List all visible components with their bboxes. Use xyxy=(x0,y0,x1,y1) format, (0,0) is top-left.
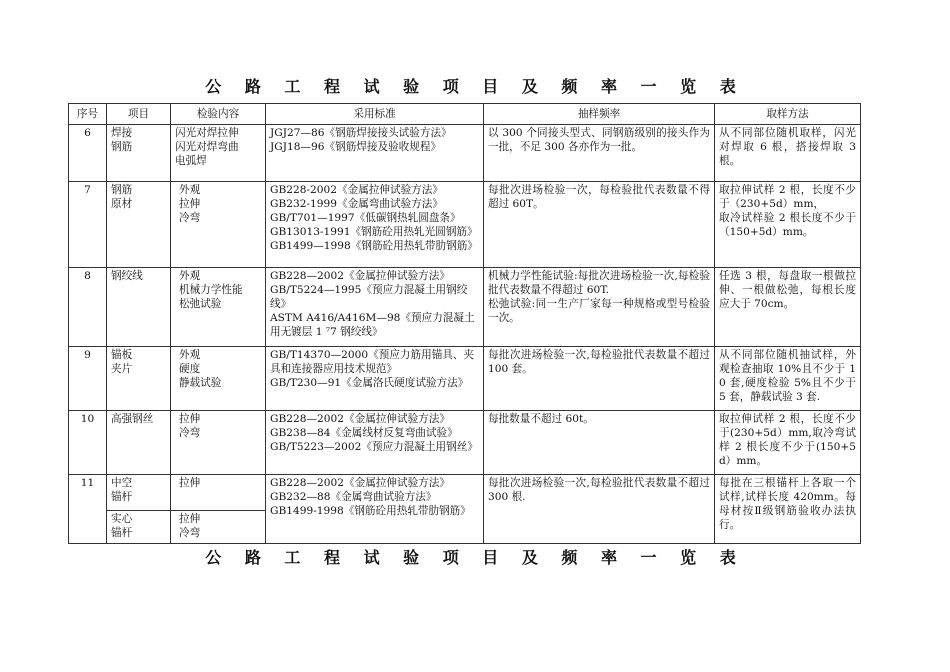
standard-line: GB/T701—1997《低碳钢热轧圆盘条》 xyxy=(270,212,461,224)
item-line: 锚杆 xyxy=(111,527,133,539)
standard-line: GB228—2002《金属拉伸试验方法》 xyxy=(270,477,450,489)
frequency-line: 机械力学性能试验:每批次进场检验一次,每检验批代表数量不得超过 60T. xyxy=(488,270,710,296)
test-frequency-table xyxy=(68,103,861,544)
row-frequency: 以 300 个同接头型式、同钢筋级别的接头作为一批，不足 300 各亦作为一批。 xyxy=(484,125,715,182)
content-line: 冷弯 xyxy=(179,212,201,224)
row-content xyxy=(171,347,266,411)
row-item xyxy=(107,411,171,475)
row-sampling xyxy=(715,182,861,268)
standard-line: GB228—2002《金属拉伸试验方法》 xyxy=(270,270,450,282)
row-content xyxy=(171,268,266,347)
item-line: 钢筋 xyxy=(111,184,133,196)
row-content xyxy=(171,182,266,268)
header-content: 检验内容 xyxy=(171,104,266,125)
row-frequency: 每批数量不超过 60t。 xyxy=(484,411,715,475)
row-sampling: 从不同部位随机取样，闪光对焊取 6 根，搭接焊取 3 根。 xyxy=(715,125,861,182)
standard-line: ASTM A416/A416M—98《预应力混凝土用无镀层 1 ⁷7 钢绞线》 xyxy=(270,312,475,338)
row-content xyxy=(171,475,266,511)
content-line: 外观 xyxy=(179,349,201,361)
row-item xyxy=(107,268,171,347)
row-frequency: 每批次进场检验一次,每检验批代表数量不超过 100 套。 xyxy=(484,347,715,411)
row-seq: 10 xyxy=(69,411,107,475)
sampling-line: 取冷试样验 2 根长度不少于（150+5d）mm。 xyxy=(719,212,856,238)
table-header-row xyxy=(69,104,861,125)
standard-line: GB228—2002《金属拉伸试验方法》 xyxy=(270,413,450,425)
standard-line: GB/T230—91《金属洛氏硬度试验方法》 xyxy=(270,377,469,389)
standard-line: GB238—84《金属线材反复弯曲试验》 xyxy=(270,427,458,439)
row-frequency xyxy=(484,268,715,347)
table-row xyxy=(69,475,861,511)
content-line: 拉伸 xyxy=(179,198,201,210)
row-item xyxy=(107,511,171,544)
header-standard: 采用标准 xyxy=(266,104,484,125)
row-standards xyxy=(266,268,484,347)
row-standards xyxy=(266,182,484,268)
row-item xyxy=(107,475,171,511)
content-line: 拉伸 xyxy=(179,413,201,425)
row-content xyxy=(171,125,266,182)
item-line: 中空 xyxy=(111,477,133,489)
header-frequency: 抽样频率 xyxy=(484,104,715,125)
standard-line: GB1499—1998《钢筋砼用热轧带肋钢筋》 xyxy=(270,240,478,252)
content-line: 静载试验 xyxy=(179,377,222,389)
header-item: 项目 xyxy=(107,104,171,125)
standard-line: JGJ27—86《钢筋焊接接头试验方法》 xyxy=(270,127,452,139)
row-frequency: 每批次进场检验一次，每检验批代表数量不得超过 60T。 xyxy=(484,182,715,268)
table-row xyxy=(69,125,861,182)
content-line: 闪光对焊拉伸 xyxy=(175,127,239,139)
item-line: 锚杆 xyxy=(111,491,133,503)
standard-line: GB1499-1998《钢筋砼用热轧带肋钢筋》 xyxy=(270,505,471,517)
content-line: 冷弯 xyxy=(179,427,201,439)
item-line: 原材 xyxy=(111,198,133,210)
row-sampling: 任选 3 根，每盘取一根做拉伸、一根做松弛，每根长度应大于 70cm。 xyxy=(715,268,861,347)
frequency-line: 松弛试验:同一生产厂家每一种规格或型号检验一次。 xyxy=(488,298,710,324)
row-seq: 8 xyxy=(69,268,107,347)
row-seq: 9 xyxy=(69,347,107,411)
content-line: 拉伸 xyxy=(179,513,201,525)
table-row xyxy=(69,411,861,475)
page-title: 公 路 工 程 试 验 项 目 及 频 率 一 览 表 xyxy=(205,77,745,96)
row-seq: 6 xyxy=(69,125,107,182)
item-line: 钢绞线 xyxy=(111,270,143,282)
content-line: 松弛试验 xyxy=(179,298,222,310)
item-line: 锚板 xyxy=(111,349,133,361)
standard-line: GB232—88《金属弯曲试验方法》 xyxy=(270,491,437,503)
row-standards xyxy=(266,125,484,182)
standard-line: GB/T14370—2000《预应力筋用锚具、夹具和连接器应用技术规范》 xyxy=(270,349,475,375)
row-item xyxy=(107,125,171,182)
item-line: 高强钢丝 xyxy=(111,413,154,425)
content-line: 机械力学性能 xyxy=(179,284,243,296)
standard-line: JGJ18—96《钢筋焊接及验收规程》 xyxy=(270,141,442,153)
content-line: 硬度 xyxy=(179,363,201,375)
sampling-line: 取拉伸试样 2 根，长度不少于（230+5d）mm， xyxy=(719,184,856,210)
row-seq: 11 xyxy=(69,475,107,544)
row-sampling: 每批在三根锚杆上各取一个试样,试样长度 420mm。每母材按Ⅱ级钢筋验收办法执行。 xyxy=(715,475,861,544)
row-sampling: 从不同部位随机抽试样，外观检查抽取 10%且不少于 10 套,硬度检验 5%且不少于 5 套，静载试验 3 套. xyxy=(715,347,861,411)
content-line: 外观 xyxy=(179,184,201,196)
standard-line: GB228-2002《金属拉伸试验方法》 xyxy=(270,184,443,196)
row-item xyxy=(107,182,171,268)
standard-line: GB/T5223—2002《预应力混凝土用钢丝》 xyxy=(270,441,478,453)
standard-line: GB13013-1991《钢筋砼用热轧光圆钢筋》 xyxy=(270,226,478,238)
row-content xyxy=(171,511,266,544)
standard-line: GB232-1999《金属弯曲试验方法》 xyxy=(270,198,443,210)
row-content xyxy=(171,411,266,475)
content-line: 电弧焊 xyxy=(175,155,207,167)
header-sampling: 取样方法 xyxy=(715,104,861,125)
header-seq: 序号 xyxy=(69,104,107,125)
content-line: 闪光对焊弯曲 xyxy=(175,141,239,153)
row-standards xyxy=(266,475,484,544)
item-line: 焊接 xyxy=(111,127,133,139)
table-row xyxy=(69,182,861,268)
item-line: 夹片 xyxy=(111,363,133,375)
item-line: 钢筋 xyxy=(111,141,133,153)
row-sampling: 取拉伸试样 2 根，长度不少于(230+5d）mm,取冷弯试样 2 根长度不少于(150+5d）mm。 xyxy=(715,411,861,475)
table-row xyxy=(69,347,861,411)
page-title-repeat: 公 路 工 程 试 验 项 目 及 频 率 一 览 表 xyxy=(205,548,745,567)
table-row xyxy=(69,268,861,347)
content-line: 外观 xyxy=(179,270,201,282)
standard-line: GB/T5224—1995《预应力混凝土用钢绞线》 xyxy=(270,284,468,310)
content-line: 冷弯 xyxy=(179,527,201,539)
row-seq: 7 xyxy=(69,182,107,268)
row-standards xyxy=(266,347,484,411)
content-line: 拉伸 xyxy=(179,477,201,489)
row-frequency: 每批次进场检验一次,每检验批代表数量不超过 300 根. xyxy=(484,475,715,544)
item-line: 实心 xyxy=(111,513,133,525)
row-standards xyxy=(266,411,484,475)
row-item xyxy=(107,347,171,411)
